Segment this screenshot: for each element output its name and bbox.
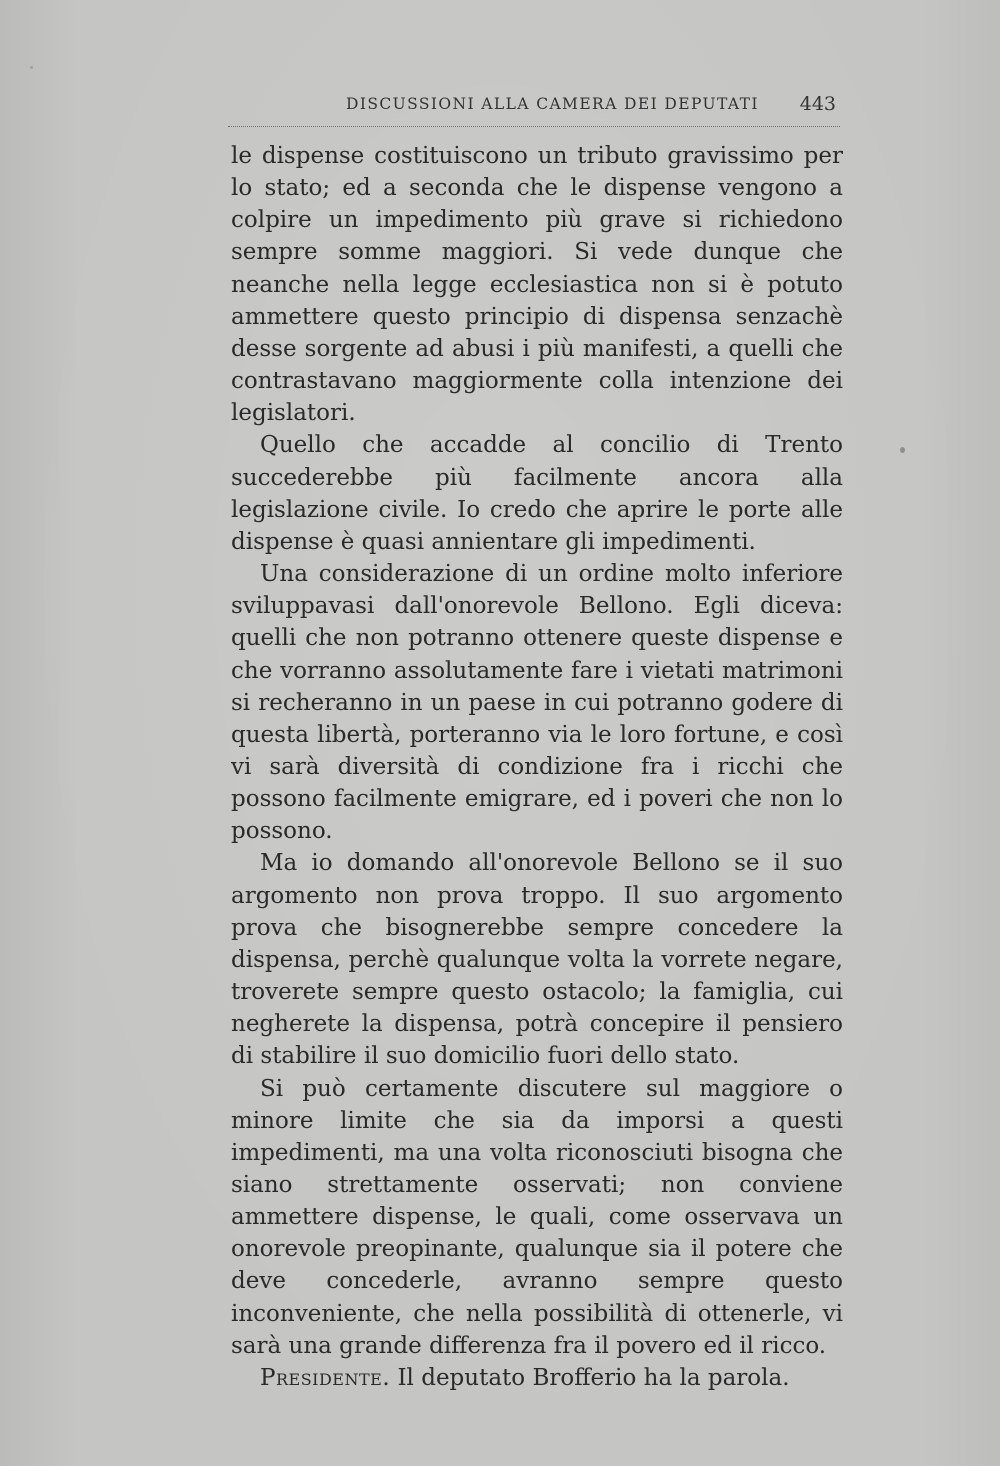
body-text (231, 140, 843, 1394)
paragraph-5: Si può certamente discutere sul maggiore o minore limite che sia da imporsi a questi impedimenti, ma una volta riconosciuti bisogna che siano strettamente osservati; non conviene ammettere dispense, le quali, come osservava un onorevole preopinante, qualunque sia il potere che deve concederle, avranno sempre questo inconveniente, che nella possibilità di ottenerle, vi sarà una grande differenza fra il povero ed il ricco. (231, 1075, 843, 1359)
running-header (228, 92, 840, 127)
speaker-name: Presidente. (260, 1364, 391, 1391)
ink-spot (900, 447, 905, 453)
speaker-text: Il deputato Brofferio ha la parola. (390, 1364, 790, 1391)
page-number: 443 (799, 93, 836, 115)
running-title: DISCUSSIONI ALLA CAMERA DEI DEPUTATI (346, 95, 759, 113)
paragraph-1: le dispense costituiscono un tributo gravissimo per lo stato; ed a seconda che le dispense vengono a colpire un impedimento più grave si richiedono sempre somme maggiori. Si vede dunque che neanche nella legge ecclesiastica non si è potuto ammettere questo principio di dispensa senzachè desse sorgente ad abusi i più manifesti, a quelli che contrastavano maggiormente colla intenzione dei legislatori. (231, 143, 843, 427)
paragraph-3: Una considerazione di un ordine molto inferiore sviluppavasi dall'onorevole Bellono. Egli diceva: quelli che non potranno ottenere queste dispense e che vorranno assolutamente fare i vietati matrimoni si recheranno in un paese in cui potranno godere di questa libertà, porteranno via le loro fortune, e così vi sarà diversità di condizione fra i ricchi che possono facilmente emigrare, ed i poveri che non lo possono. (231, 561, 843, 845)
paragraph-2: Quello che accadde al concilio di Trento succederebbe più facilmente ancora alla legislazione civile. Io credo che aprire le porte alle dispense è quasi annientare gli impedimenti. (231, 432, 843, 555)
ink-spot (30, 66, 33, 69)
speaker-line (231, 1362, 843, 1394)
paragraph-4: Ma io domando all'onorevole Bellono se il suo argomento non prova troppo. Il suo argomento prova che bisognerebbe sempre concedere la dispensa, perchè qualunque volta la vorrete negare, troverete sempre questo ostacolo; la famiglia, cui negherete la dispensa, potrà concepire il pensiero di stabilire il suo domicilio fuori dello stato. (231, 850, 843, 1070)
